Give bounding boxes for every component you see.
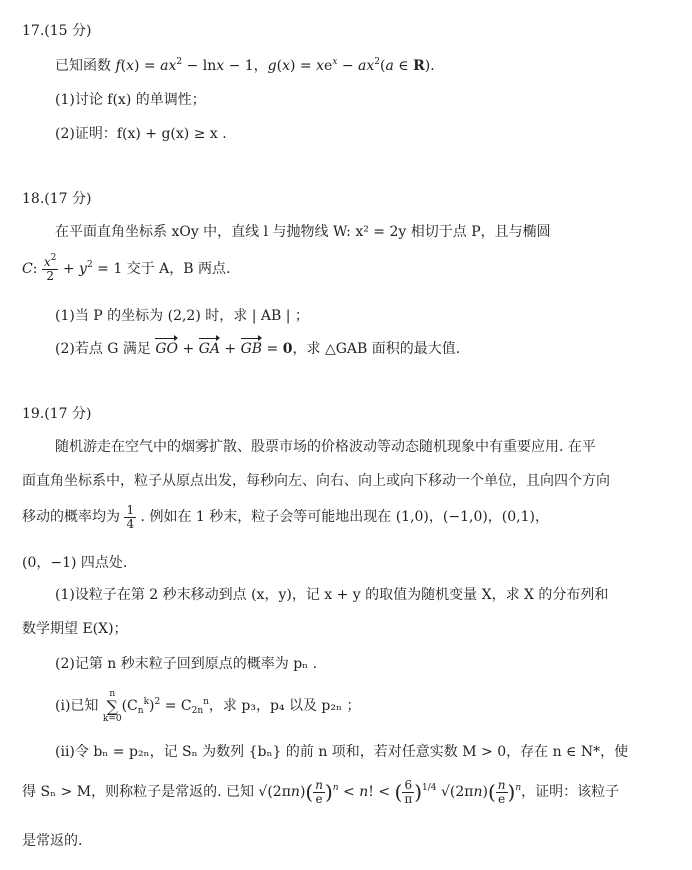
- q17-formula: $f(x) = ax^2 - \ln x - 1$，$g(x) = xe^x - ax^2(a$ ∈ R).: [115, 57, 435, 74]
- q17-sub2: (2)证明：f(x) + g(x) ≥ x .: [55, 126, 227, 142]
- q19-p2: 面直角坐标系中，粒子从原点出发，每秒向左、向右、向上或向下移动一个单位，且向四个方向: [22, 473, 610, 489]
- q19-sub2: (2)记第 n 秒末粒子回到原点的概率为 pₙ .: [55, 656, 318, 672]
- q19-quarter: $\frac{1}{4}$: [126, 502, 135, 531]
- q19-sum-formula: n ∑ $k=0(C_n^k)^2 = C_{2n}^n$: [102, 688, 209, 724]
- q19-p3-suffix: . 例如在 1 秒末，粒子会等可能地出现在 (1,0)，(−1,0)，(0,1)，: [140, 509, 549, 525]
- q19-stirling: √(2πn)( $\frac{n}{e}$ )$^n$ < n! < ( $\frac{6}{\pi}$ )$^{1/4}$ √(2πn)( $\frac{n}{e}$ )$^n$: [258, 777, 522, 806]
- q19-p3: [22, 500, 549, 534]
- q19-sub2ii: (ii)令 bₙ = p₂ₙ，记 Sₙ 为数列 {bₙ} 的前 n 项和，若对任意实数 M > 0，存在 n ∈ N*，使: [55, 744, 629, 760]
- q19-p3-prefix: 移动的概率均为: [22, 509, 120, 525]
- q18-ellipse: C: $\frac{x^2}{2}$ + $y^2 = 1$: [22, 252, 127, 283]
- q18-sub2-prefix: (2)若点 G 满足: [55, 341, 151, 357]
- q18-line1: 在平面直角坐标系 xOy 中，直线 l 与抛物线 W: x² = 2y 相切于点 P，且与椭圆: [55, 224, 551, 240]
- q17-stem: [55, 57, 435, 75]
- q17-stem-prefix: 已知函数: [55, 58, 111, 74]
- q18-sub2: [55, 340, 460, 358]
- q17-header: 17.(15 分): [22, 23, 92, 39]
- q19-sub2i-suffix: ，求 p₃，p₄ 以及 p₂ₙ ；: [208, 698, 361, 714]
- q19-sub2ii-c: 是常返的.: [22, 833, 83, 849]
- q19-sub1-a: (1)设粒子在第 2 秒末移动到点 (x，y)，记 x + y 的取值为随机变量 X，求 X 的分布列和: [55, 587, 609, 603]
- q18-header: 18.(17 分): [22, 191, 92, 207]
- q19-sub2ii-b-prefix: 得 Sₙ > M，则称粒子是常返的. 已知: [22, 784, 254, 800]
- q19-sub2ii-b: [22, 770, 619, 814]
- q17-sub1: (1)讨论 f(x) 的单调性；: [55, 92, 206, 108]
- q18-vector-eq: GO + GA + GB = 0: [155, 341, 293, 357]
- q18-line2-suffix: 交于 A，B 两点.: [126, 261, 231, 277]
- q18-sub1: (1)当 P 的坐标为 (2,2) 时，求 | AB | ；: [55, 308, 309, 324]
- q19-sub2ii-b-suffix: ，证明：该粒子: [521, 784, 620, 800]
- q18-line2: [22, 254, 230, 284]
- q18-sub2-suffix: ，求 △GAB 面积的最大值.: [292, 341, 461, 357]
- q19-p1: 随机游走在空气中的烟雾扩散、股票市场的价格波动等动态随机现象中有重要应用. 在平: [55, 439, 596, 455]
- q19-p4: (0，−1) 四点处.: [22, 555, 128, 571]
- q19-sub2i: [55, 686, 361, 726]
- q19-header: 19.(17 分): [22, 406, 92, 422]
- q19-sub1-b: 数学期望 E(X)；: [22, 621, 128, 637]
- q19-sub2i-prefix: (i)已知: [55, 698, 99, 714]
